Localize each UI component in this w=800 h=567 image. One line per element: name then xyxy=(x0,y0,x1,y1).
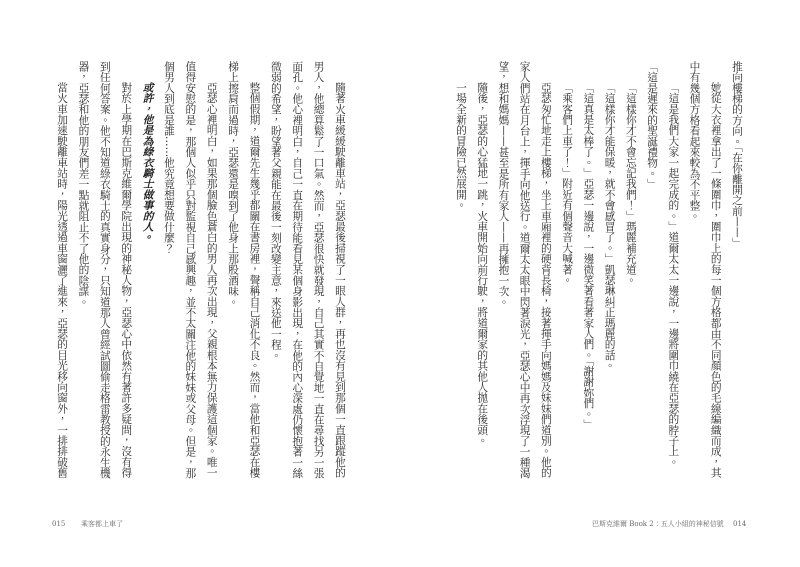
text-column: 面孔。他心裡明白，自己一直在期待能看見某個身影出現，在他的內心深處仍懷抱著一絲 xyxy=(291,61,305,479)
text-column: 亞瑟心裡明白，如果那個臉色蒼白的男人再次出現，父親根本無力保護這個家。唯一 xyxy=(205,82,219,479)
text-column: 隨著火車緩緩駛離車站，亞瑟最後掃視了一眼人群，再也沒有見到那個一直跟蹤他的 xyxy=(334,82,347,479)
inner-thought-column: 或許，他是為綠衣騎士做事的人。 xyxy=(141,82,155,243)
text-column: 值得安慰的是，那個人似乎只對監視自己感興趣，並不太關注他的妹妹或父母。但是，那 xyxy=(184,61,198,479)
text-column: 她從大衣裡拿出了一條圍巾，圍巾上的每一個方格都由不同顏色的毛線編織而成，其 xyxy=(709,82,723,479)
right-page-body-text xyxy=(450,61,748,481)
page-number: 014 xyxy=(733,520,747,528)
text-column: 到任何答案。他不知道綠衣騎士的真實身分，只知道那人曾經試圖偷走格雷教授的永生機 xyxy=(98,61,112,479)
text-column: 「這樣你才能保暖，就不會感冒了。」凱瑟琳糾正瑪麗的話。 xyxy=(603,82,617,372)
text-column: 微弱的希望，盼望著父親能在最後一刻改變主意，來送他一程。 xyxy=(269,61,283,361)
text-column: 亞瑟匆忙地走上樓梯，坐上車廂裡的硬背長椅，接著揮手向媽媽及妹妹們道別。他的 xyxy=(539,82,553,479)
text-column: 推向樓梯的方向。「在你離開之前——」 xyxy=(731,61,744,249)
text-column: 中有幾個方格看起來較為不平整。 xyxy=(688,61,702,222)
text-column: 男人，他總算鬆了一口氣。然而，亞瑟很快就發現，自己其實不自覺地一直在尋找另一張 xyxy=(312,61,326,479)
text-column: 「這真是太棒了。」亞瑟一邊說，一邊微笑著看著家人們。「謝謝妳們。」 xyxy=(582,82,596,431)
right-page xyxy=(400,0,800,567)
chapter-running-header: 乘客都上車了 xyxy=(81,520,123,528)
text-column: 器，亞瑟和他的朋友們差一點就阻止不了他的陰謀。 xyxy=(77,61,91,308)
text-column: 對於上學期在巴斯克維爾學院出現的神秘人物，亞瑟心中依然有著許多疑問，沒有得 xyxy=(120,82,134,479)
left-page-body-text xyxy=(51,61,351,481)
text-column: 個男人到底是誰……他究竟想要做什麼？ xyxy=(163,61,176,254)
text-column: 「這是我們大家一起完成的。」道爾太太一邊說，一邊將圍巾繞在亞瑟的脖子上。 xyxy=(667,82,681,468)
text-column: 整個假期，道爾先生幾乎都關在書房裡，聲稱自己消化不良。然而，當他和亞瑟在樓 xyxy=(248,82,262,479)
text-column: 望，想和媽媽——甚至是所有家人——再擁抱一次。 xyxy=(497,61,511,308)
book-running-header: 巴斯克維爾 Book 2：五人小組的神秘信號 xyxy=(592,520,724,528)
page-number: 015 xyxy=(52,520,66,528)
text-column: 隨後，亞瑟的心猛地一跳，火車開始向前行駛，將道爾家的其他人拋在後頭。 xyxy=(476,82,490,447)
text-column: 「這是遲來的聖誕禮物。」 xyxy=(646,61,660,190)
text-column: 家人們站在月台上，揮手向他送行。道爾太太眼中閃著淚光，亞瑟心中再次浮現了一種渴 xyxy=(518,61,532,479)
text-column: 當火車加速駛離車站時，陽光透過車窗灑了進來，亞瑟的目光移向窗外，一排排破舊 xyxy=(56,82,70,479)
text-column: 「這樣你才不會忘記我們！」瑪麗補充道。 xyxy=(624,82,638,286)
text-column: 梯上擦肩而過時，亞瑟還是嗅到了他身上那股酒味。 xyxy=(227,61,241,308)
text-column: 一場全新的冒險已然展開。 xyxy=(454,82,468,211)
text-column: 「乘客們上車了！」附近有個聲音大喊著。 xyxy=(561,82,575,286)
